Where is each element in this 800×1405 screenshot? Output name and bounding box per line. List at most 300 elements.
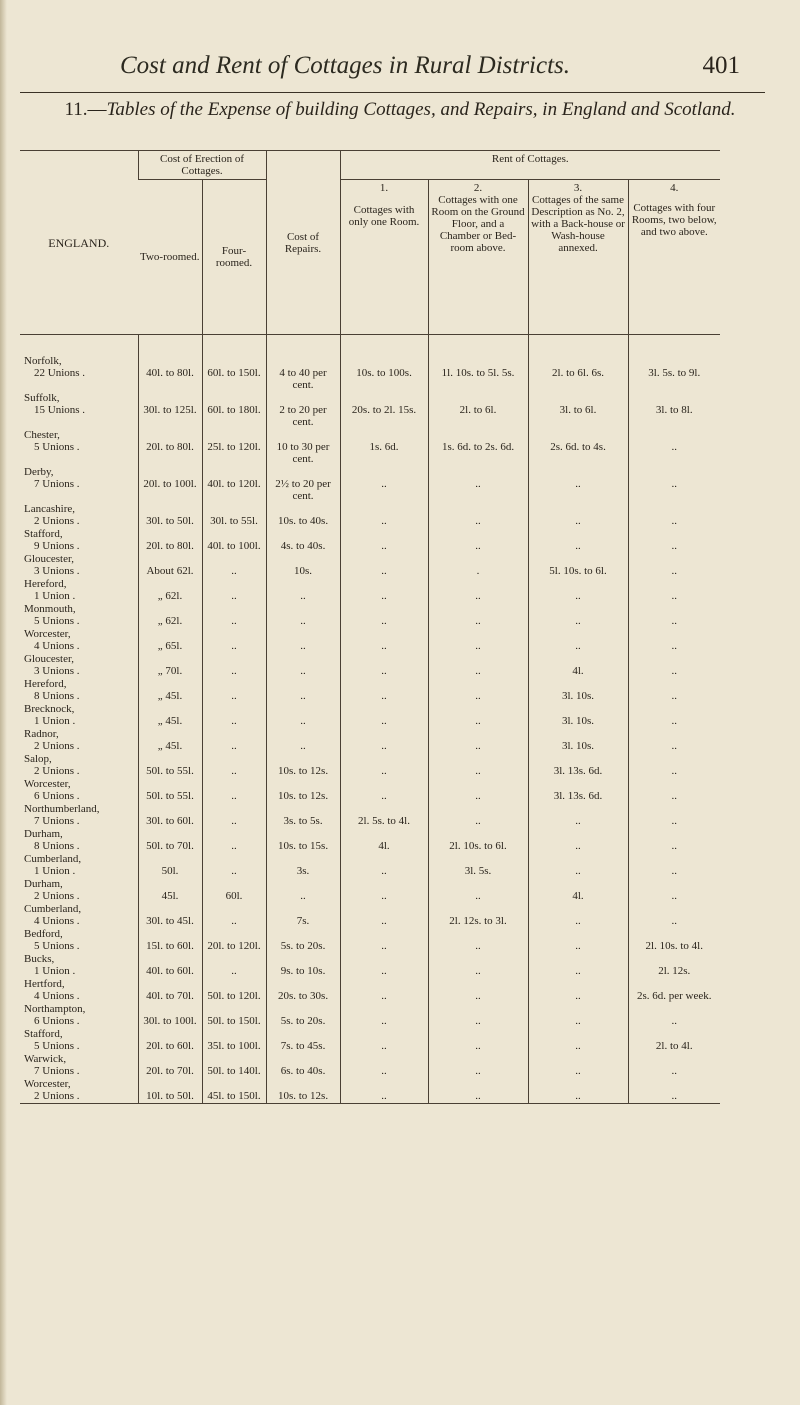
table-row (20, 678, 720, 703)
four-roomed-cell (202, 728, 266, 753)
four-roomed-cell (202, 503, 266, 528)
four-roomed-cell (202, 392, 266, 429)
rent-1-cell (340, 828, 428, 853)
two-roomed-cell (138, 653, 202, 678)
repairs-cell-value: 4 to 40 per cent. (279, 367, 327, 391)
county-cell (20, 728, 138, 753)
rent-2-cell-value: .. (475, 640, 481, 652)
two-roomed-cell (138, 429, 202, 466)
unions-count: 22 Unions . (34, 367, 86, 379)
two-roomed-cell-value: 45l. (161, 890, 179, 902)
rent-1-cell (340, 1028, 428, 1053)
county-name: Monmouth, (24, 603, 76, 615)
two-roomed-cell-value: 40l. to 60l. (146, 965, 194, 977)
four-roomed-cell (202, 778, 266, 803)
county-name: Cumberland, (24, 853, 82, 865)
rent-2-cell-value: 1s. 6d. to 2s. 6d. (441, 441, 515, 453)
two-roomed-cell-value: 40l. to 70l. (146, 990, 194, 1002)
two-roomed-cell (138, 1003, 202, 1028)
county-name: Bedford, (24, 928, 63, 940)
cost-group-header: Cost of Erection of Cottages. (138, 151, 266, 180)
county-cell (20, 953, 138, 978)
rent-4-cell-value: 2l. to 4l. (655, 1040, 693, 1052)
rent-col-3-number: 3. (573, 182, 583, 194)
rent-2-cell-value: .. (475, 690, 481, 702)
rent-1-cell (340, 528, 428, 553)
rent-2-cell-value: .. (475, 1040, 481, 1052)
two-roomed-cell-value: 50l. to 55l. (146, 790, 194, 802)
rent-4-cell-value: 2l. 12s. (658, 965, 691, 977)
two-roomed-cell-value: 20l. to 100l. (143, 478, 197, 490)
rent-2-cell (428, 1053, 528, 1078)
table-row (20, 778, 720, 803)
rent-4-cell (628, 392, 720, 429)
rent-1-cell-value: .. (381, 715, 387, 727)
rent-4-cell (628, 803, 720, 828)
table-row (20, 429, 720, 466)
rent-4-cell (628, 553, 720, 578)
rent-2-cell-value: . (476, 565, 480, 577)
unions-count: 2 Unions . (34, 1090, 80, 1102)
unions-count: 6 Unions . (34, 1015, 80, 1027)
rent-1-cell (340, 903, 428, 928)
rent-3-cell (528, 628, 628, 653)
unions-count: 2 Unions . (34, 890, 80, 902)
repairs-cell-value: 10s. to 12s. (277, 1090, 329, 1102)
rent-2-cell-value: .. (475, 765, 481, 777)
table-body (20, 335, 720, 1104)
four-roomed-cell-value: .. (231, 765, 237, 777)
rent-2-cell (428, 678, 528, 703)
rent-3-cell-value: .. (575, 965, 581, 977)
repairs-cell-value: 3s. (296, 865, 310, 877)
two-roomed-cell (138, 753, 202, 778)
repairs-cell-value: 10s. (294, 565, 313, 577)
county-name: Brecknock, (24, 703, 75, 715)
two-roomed-cell (138, 603, 202, 628)
county-cell (20, 928, 138, 953)
rent-1-cell-value: .. (381, 690, 387, 702)
county-name: Durham, (24, 878, 63, 890)
rent-1-cell-value: .. (381, 1065, 387, 1077)
rent-2-cell-value: .. (475, 990, 481, 1002)
repairs-cell (266, 803, 340, 828)
rent-3-cell-value: .. (575, 1015, 581, 1027)
repairs-cell-value: 10s. to 15s. (277, 840, 329, 852)
two-roomed-cell (138, 828, 202, 853)
rent-col-2-header (428, 180, 528, 335)
rent-2-cell (428, 578, 528, 603)
two-roomed-cell (138, 778, 202, 803)
rent-4-cell-value: .. (671, 815, 678, 827)
rent-3-cell (528, 728, 628, 753)
repairs-cell (266, 928, 340, 953)
rent-1-cell-value: .. (381, 1015, 387, 1027)
rent-4-cell (628, 335, 720, 393)
page-number: 401 (702, 52, 740, 79)
rent-1-cell-value: .. (381, 565, 387, 577)
county-cell (20, 978, 138, 1003)
unions-count: 1 Union . (34, 590, 76, 602)
rent-3-cell (528, 553, 628, 578)
repairs-cell-value: 6s. to 40s. (280, 1065, 326, 1077)
rent-3-cell-value: .. (575, 615, 581, 627)
rent-2-cell (428, 1003, 528, 1028)
repairs-cell-value: 5s. to 20s. (280, 1015, 326, 1027)
rent-1-cell-value: 4l. (378, 840, 390, 852)
four-roomed-cell-value: 50l. to 140l. (207, 1065, 261, 1077)
rent-2-cell-value: 2l. 10s. to 6l. (449, 840, 507, 852)
four-roomed-cell (202, 628, 266, 653)
rent-4-cell (628, 703, 720, 728)
section-title (40, 98, 760, 122)
two-roomed-cell (138, 703, 202, 728)
rent-1-cell (340, 803, 428, 828)
rent-3-cell (528, 953, 628, 978)
repairs-cell (266, 1003, 340, 1028)
rent-4-cell (628, 628, 720, 653)
unions-count: 7 Unions . (34, 815, 80, 827)
rent-2-cell (428, 628, 528, 653)
rent-4-cell-value: .. (671, 915, 678, 927)
county-name: Derby, (24, 466, 54, 478)
four-roomed-cell (202, 678, 266, 703)
rent-3-cell-value: .. (575, 515, 581, 527)
rent-col-4-label: Cottages with four Rooms, two below, and two above. (631, 202, 717, 238)
four-roomed-cell (202, 928, 266, 953)
repairs-cell-value: 3s. to 5s. (283, 815, 323, 827)
table-row (20, 466, 720, 503)
unions-count: 4 Unions . (34, 915, 80, 927)
rent-4-cell-value: .. (671, 740, 678, 752)
rent-3-cell (528, 928, 628, 953)
two-roomed-cell-value: 15l. to 60l. (146, 940, 194, 952)
county-cell (20, 553, 138, 578)
rent-4-cell-value: 2l. 10s. to 4l. (645, 940, 703, 952)
rent-3-cell (528, 466, 628, 503)
repairs-cell (266, 978, 340, 1003)
two-roomed-cell (138, 628, 202, 653)
unions-count: 4 Unions . (34, 990, 80, 1002)
rent-2-cell (428, 466, 528, 503)
county-name: Gloucester, (24, 653, 74, 665)
rent-4-cell-value: .. (671, 715, 678, 727)
unions-count: 9 Unions . (34, 540, 80, 552)
rent-3-cell-value: .. (575, 590, 581, 602)
rent-4-cell-value: 3l. 5s. to 9l. (648, 367, 701, 379)
rent-group-header: Rent of Cottages. (340, 151, 720, 180)
four-roomed-cell-value: .. (231, 815, 237, 827)
county-cell (20, 503, 138, 528)
rent-col-4-header (628, 180, 720, 335)
rent-4-cell-value: .. (671, 765, 678, 777)
rent-2-cell (428, 553, 528, 578)
county-cell (20, 678, 138, 703)
rent-3-cell-value: .. (575, 1040, 581, 1052)
rent-3-cell (528, 1003, 628, 1028)
two-roomed-cell-value: 50l. to 70l. (146, 840, 194, 852)
four-roomed-cell-value: .. (231, 865, 237, 877)
rent-2-cell-value: .. (475, 715, 481, 727)
rent-1-cell (340, 628, 428, 653)
table-row (20, 703, 720, 728)
two-roomed-cell-value: „ 70l. (157, 665, 183, 677)
rent-2-cell-value: 2l. 12s. to 3l. (449, 915, 507, 927)
two-roomed-cell-value: 30l. to 60l. (146, 815, 194, 827)
unions-count: 7 Unions . (34, 478, 80, 490)
page-edge-shadow (0, 0, 7, 1405)
rent-2-cell (428, 828, 528, 853)
rent-col-2-label: Cottages with one Room on the Ground Floor, and a Chamber or Bed-room above. (431, 194, 525, 254)
rent-3-cell (528, 1078, 628, 1104)
county-name: Stafford, (24, 528, 63, 540)
two-roomed-cell (138, 903, 202, 928)
table-row (20, 553, 720, 578)
repairs-cell (266, 1053, 340, 1078)
four-roomed-cell-value: .. (231, 590, 237, 602)
rent-1-cell (340, 753, 428, 778)
rent-1-cell (340, 578, 428, 603)
cottage-cost-table-wrap (20, 150, 720, 1290)
county-cell (20, 429, 138, 466)
unions-count: 5 Unions . (34, 615, 80, 627)
two-roomed-cell (138, 803, 202, 828)
page-header (0, 52, 800, 92)
rent-1-cell-value: .. (381, 640, 387, 652)
rent-3-cell-value: 4l. (572, 665, 584, 677)
four-roomed-cell (202, 853, 266, 878)
rent-1-cell (340, 1078, 428, 1104)
rent-col-4-number: 4. (670, 182, 679, 194)
four-roomed-cell-value: 35l. to 100l. (207, 1040, 261, 1052)
four-roomed-cell-value: 60l. to 180l. (207, 404, 261, 416)
county-name: Radnor, (24, 728, 59, 740)
four-roomed-cell-value: .. (231, 690, 237, 702)
rent-4-cell (628, 903, 720, 928)
two-roomed-cell (138, 678, 202, 703)
rent-3-cell-value: .. (575, 940, 581, 952)
rent-2-cell (428, 803, 528, 828)
repairs-cell-value: 10 to 30 per cent. (276, 441, 330, 465)
rent-2-cell-value: .. (475, 740, 481, 752)
unions-count: 2 Unions . (34, 765, 80, 777)
rent-3-cell-value: .. (575, 815, 581, 827)
rent-3-cell (528, 678, 628, 703)
rent-4-cell-value: .. (671, 890, 678, 902)
four-roomed-cell (202, 1078, 266, 1104)
rent-2-cell (428, 928, 528, 953)
rent-3-cell (528, 1053, 628, 1078)
table-row (20, 853, 720, 878)
rent-2-cell (428, 1028, 528, 1053)
unions-count: 6 Unions . (34, 790, 80, 802)
rent-4-cell-value: 3l. to 8l. (655, 404, 693, 416)
rent-1-cell-value: .. (381, 740, 387, 752)
rent-2-cell-value: .. (475, 1090, 481, 1102)
table-row (20, 503, 720, 528)
county-cell (20, 803, 138, 828)
rent-1-cell-value: .. (381, 540, 387, 552)
unions-count: 5 Unions . (34, 441, 80, 453)
rent-3-cell-value: .. (575, 540, 581, 552)
rent-1-cell (340, 928, 428, 953)
region-header: ENGLAND. (20, 151, 138, 335)
rent-4-cell (628, 1053, 720, 1078)
cottage-cost-table (20, 150, 720, 1104)
unions-count: 3 Unions . (34, 665, 80, 677)
four-roomed-cell (202, 978, 266, 1003)
two-roomed-cell-value: „ 45l. (157, 715, 183, 727)
repairs-cell-value: 2 to 20 per cent. (279, 404, 327, 428)
repairs-cell (266, 392, 340, 429)
rent-1-cell-value: .. (381, 940, 387, 952)
table-row (20, 753, 720, 778)
rent-1-cell-value: 20s. to 2l. 15s. (351, 404, 417, 416)
county-cell (20, 653, 138, 678)
rent-1-cell (340, 878, 428, 903)
rent-3-cell-value: 3l. 13s. 6d. (553, 790, 603, 802)
rent-3-cell (528, 853, 628, 878)
rent-4-cell-value: .. (671, 590, 678, 602)
rent-4-cell (628, 853, 720, 878)
table-row (20, 653, 720, 678)
rent-1-cell (340, 553, 428, 578)
rent-3-cell-value: 4l. (572, 890, 584, 902)
unions-count: 4 Unions . (34, 640, 80, 652)
rent-3-cell (528, 528, 628, 553)
two-roomed-cell (138, 578, 202, 603)
unions-count: 3 Unions . (34, 565, 80, 577)
rent-1-cell (340, 703, 428, 728)
rent-4-cell (628, 678, 720, 703)
county-name: Hereford, (24, 578, 67, 590)
two-roomed-cell (138, 878, 202, 903)
county-name: Chester, (24, 429, 60, 441)
rent-4-cell-value: .. (671, 441, 678, 453)
table-row (20, 578, 720, 603)
table-row (20, 1053, 720, 1078)
rent-4-cell (628, 878, 720, 903)
two-roomed-cell (138, 1028, 202, 1053)
four-roomed-cell-value: 50l. to 150l. (207, 1015, 261, 1027)
rent-2-cell (428, 653, 528, 678)
rent-4-cell-value: .. (671, 565, 678, 577)
two-roomed-cell-value: About 62l. (146, 565, 194, 577)
repairs-cell (266, 628, 340, 653)
rent-2-cell (428, 392, 528, 429)
rent-1-cell-value: .. (381, 965, 387, 977)
rent-1-cell-value: 1s. 6d. (369, 441, 399, 453)
rent-3-cell (528, 803, 628, 828)
repairs-cell-value: .. (300, 890, 306, 902)
table-head (20, 151, 720, 335)
rent-2-cell (428, 503, 528, 528)
repairs-cell-value: 9s. to 10s. (280, 965, 326, 977)
county-cell (20, 1028, 138, 1053)
repairs-cell-value: 7s. (296, 915, 310, 927)
rent-4-cell (628, 778, 720, 803)
rent-1-cell (340, 335, 428, 393)
two-roomed-cell-value: 20l. to 70l. (146, 1065, 194, 1077)
rent-1-cell (340, 603, 428, 628)
rent-4-cell (628, 1003, 720, 1028)
rent-2-cell-value: .. (475, 965, 481, 977)
four-roomed-cell (202, 803, 266, 828)
rent-2-cell (428, 603, 528, 628)
rent-3-cell (528, 429, 628, 466)
section-title-text: Tables of the Expense of building Cottages, and Repairs, in England and Scotland. (106, 99, 736, 120)
rent-2-cell (428, 335, 528, 393)
rent-1-cell-value: 10s. to 100s. (356, 367, 412, 379)
county-cell (20, 578, 138, 603)
rent-3-cell-value: 3l. 10s. (561, 690, 595, 702)
rent-4-cell-value: .. (671, 790, 678, 802)
rent-1-cell-value: .. (381, 665, 387, 677)
repairs-cell (266, 528, 340, 553)
rent-3-cell (528, 703, 628, 728)
rent-1-cell-value: .. (381, 1090, 387, 1102)
county-name: Salop, (24, 753, 52, 765)
rent-2-cell-value: .. (475, 615, 481, 627)
two-roomed-cell (138, 466, 202, 503)
four-roomed-cell (202, 828, 266, 853)
four-roomed-header: Four-roomed. (202, 180, 266, 335)
four-roomed-cell-value: .. (231, 640, 237, 652)
county-cell (20, 628, 138, 653)
two-roomed-cell (138, 503, 202, 528)
repairs-cell (266, 828, 340, 853)
rent-3-cell (528, 753, 628, 778)
four-roomed-cell-value: 30l. to 55l. (210, 515, 258, 527)
county-cell (20, 878, 138, 903)
county-cell (20, 853, 138, 878)
four-roomed-cell (202, 528, 266, 553)
four-roomed-cell-value: 40l. to 120l. (207, 478, 261, 490)
unions-count: 2 Unions . (34, 515, 80, 527)
two-roomed-cell-value: „ 62l. (157, 590, 183, 602)
two-roomed-cell-value: 20l. to 60l. (146, 1040, 194, 1052)
repairs-cell-value: 4s. to 40s. (280, 540, 326, 552)
rent-4-cell (628, 728, 720, 753)
rent-2-cell-value: .. (475, 890, 481, 902)
four-roomed-cell (202, 903, 266, 928)
county-cell (20, 603, 138, 628)
rent-4-cell-value: .. (671, 640, 678, 652)
two-roomed-cell-value: 20l. to 80l. (146, 540, 194, 552)
rent-1-cell (340, 853, 428, 878)
repairs-cell (266, 728, 340, 753)
rent-4-cell (628, 578, 720, 603)
four-roomed-cell (202, 1028, 266, 1053)
rent-1-cell (340, 466, 428, 503)
four-roomed-cell-value: .. (231, 965, 237, 977)
repairs-cell-value: 7s. to 45s. (280, 1040, 326, 1052)
repairs-cell-value: .. (300, 715, 306, 727)
rent-3-cell-value: 5l. 10s. to 6l. (549, 565, 607, 577)
two-roomed-cell-value: 30l. to 100l. (143, 1015, 197, 1027)
four-roomed-cell-value: .. (231, 840, 237, 852)
rent-4-cell (628, 503, 720, 528)
four-roomed-cell-value: 20l. to 120l. (207, 940, 261, 952)
repairs-cell (266, 335, 340, 393)
rent-3-cell-value: .. (575, 1090, 581, 1102)
rent-3-cell-value: 3l. to 6l. (559, 404, 597, 416)
table-row (20, 392, 720, 429)
two-roomed-cell (138, 553, 202, 578)
rent-1-cell-value: .. (381, 890, 387, 902)
county-cell (20, 335, 138, 393)
rent-3-cell (528, 578, 628, 603)
